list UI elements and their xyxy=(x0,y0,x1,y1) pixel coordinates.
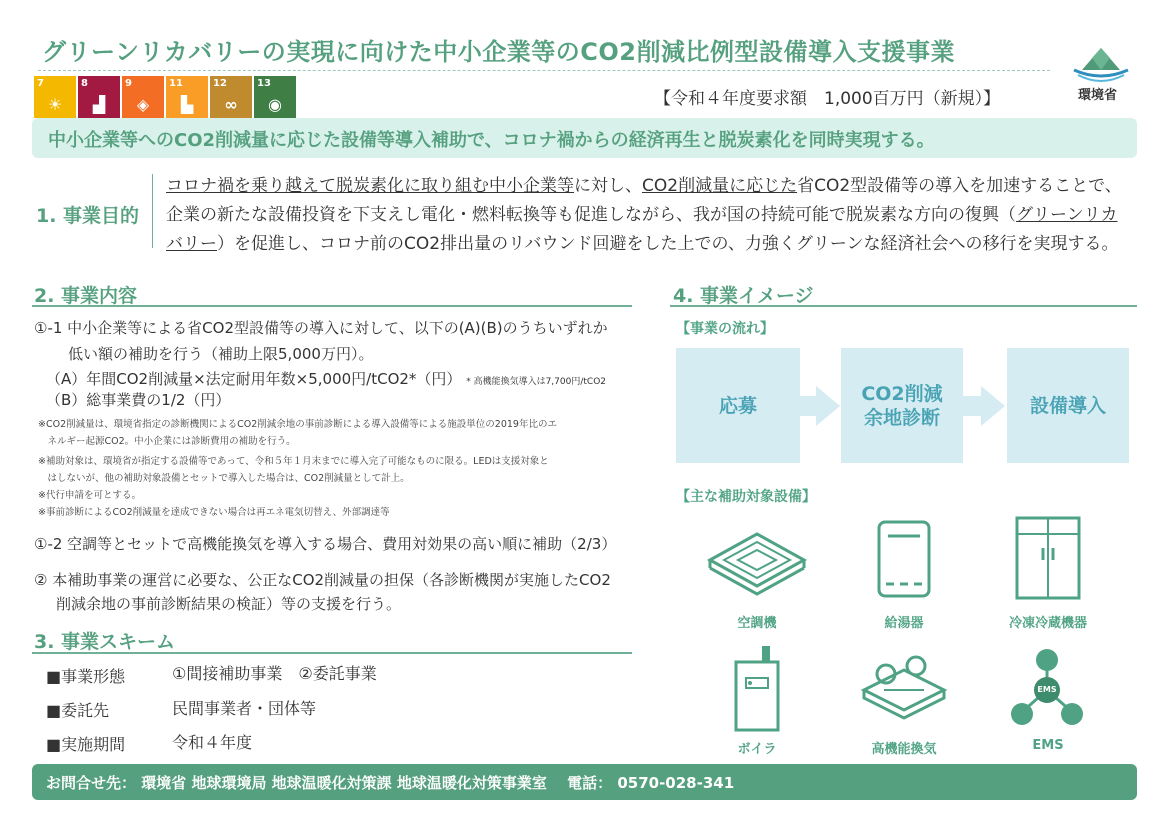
contact-text: お問合せ先： 環境省 地球環境局 地球温暖化対策課 地球温暖化対策事業室 電話： 0570-028-341 xyxy=(46,774,735,792)
ems-center-label: EMS xyxy=(1037,685,1057,694)
item1-2: ①-2 空調等とセットで高機能換気を導入する場合、費用対効果の高い順に補助（2/3） xyxy=(34,535,617,553)
flow-label: 【事業の流れ】 xyxy=(676,321,774,337)
note-4: はしないが、他の補助対象設備とセットで導入した場合は、CO2削減量として計上。 xyxy=(38,473,410,484)
section4-heading: 4. 事業イメージ xyxy=(673,285,814,307)
item-a: （A）年間CO2削減量×法定耐用年数×5,000円/tCO2*（円） * 高機能換気導入は7,700円/tCO2 xyxy=(46,370,607,388)
sdg-goal-7: 7 ☀ xyxy=(34,76,76,118)
flow-arrow-2-icon xyxy=(981,386,1005,426)
air-conditioner-icon xyxy=(702,518,812,598)
note-5: ※代行申請を可とする。 xyxy=(38,490,141,501)
section4-rule xyxy=(670,305,1137,307)
flow-step-apply: 応募 xyxy=(676,348,800,463)
flow-arrow-2-stem xyxy=(963,396,981,416)
flow-arrow-1-icon xyxy=(816,386,840,426)
section2-rule xyxy=(32,305,632,307)
growth-chart-icon: ▟ xyxy=(92,95,106,114)
ventilation-icon xyxy=(858,652,950,726)
equipment-name-refrigerator: 冷凍冷蔵機器 xyxy=(1008,616,1087,631)
sdg-goal-8: 8 ▟ xyxy=(78,76,120,118)
item1-line1: ①-1 中小企業等による省CO2型設備等の導入に対して、以下の(A)(B)のうちいずれか xyxy=(34,319,608,337)
equipment-name-boiler: ボイラ xyxy=(737,742,777,757)
equipment-name-ventilation: 高機能換気 xyxy=(871,742,937,757)
equipment-name-water-heater: 給湯器 xyxy=(884,616,924,631)
sdg-icons xyxy=(34,76,296,118)
item1-line2: 低い額の補助を行う（補助上限5,000万円）。 xyxy=(68,345,374,363)
item2-line1: ② 本補助事業の運営に必要な、公正なCO2削減量の担保（各診断機関が実施したCO2 xyxy=(34,571,611,589)
sdg-goal-9: 9 ◈ xyxy=(122,76,164,118)
scheme-value-contractor: 民間事業者・団体等 xyxy=(172,699,317,718)
note-3: ※補助対象は、環境省が指定する設備等であって、令和５年１月末までに導入完了可能なものに限る。LEDは支援対象と xyxy=(38,456,549,467)
equipment-name-ems: EMS xyxy=(1032,738,1064,753)
equipment-name-aircon: 空調機 xyxy=(737,616,777,631)
item2-line2: 削減余地の事前診断結果の検証）等の支援を行う。 xyxy=(56,595,402,613)
equipment-label: 【主な補助対象設備】 xyxy=(676,489,816,505)
flow-step-install: 設備導入 xyxy=(1007,348,1129,463)
scheme-value-period: 令和４年度 xyxy=(172,733,253,752)
sun-icon: ☀ xyxy=(47,95,63,114)
title-divider xyxy=(38,70,1050,71)
scheme-key-type: ■事業形態 xyxy=(46,667,126,686)
section1-body: コロナ禍を乗り越えて脱炭素化に取り組む中小企業等に対し、CO2削減量に応じた省CO2型設備等の導入を加速することで、企業の新たな設備投資を下支えし電化・燃料転換等も促進しながら、我が国の持続可能で脱炭素な方向の復興（グリーンリカバリー）を促進し、コロナ前のCO2排出量のリバウンド回避をした上での、力強くグリーンな経済社会への移行を実現する。 xyxy=(166,176,1122,254)
budget-request: 【令和４年度要求額 1,000百万円（新規）】 xyxy=(654,89,1001,109)
blocks-icon: ◈ xyxy=(136,95,150,114)
refrigerator-icon xyxy=(1013,514,1083,602)
boiler-icon xyxy=(732,642,782,732)
section1-heading: 1. 事業目的 xyxy=(36,205,140,227)
note-6: ※事前診断によるCO2削減量を達成できない場合は再エネ電気切替え、外部調達等 xyxy=(38,507,390,518)
sdg-goal-12: 12 ∞ xyxy=(210,76,252,118)
note-1: ※CO2削減量は、環境省指定の診断機関によるCO2削減余地の事前診断による導入設備等による施設単位の2019年比のエ xyxy=(38,419,557,430)
eye-globe-icon: ◉ xyxy=(268,95,282,114)
section3-heading: 3. 事業スキーム xyxy=(34,631,176,653)
scheme-key-period: ■実施期間 xyxy=(46,735,126,754)
item-b: （B）総事業費の1/2（円） xyxy=(46,391,231,409)
sdg-goal-13: 13 ◉ xyxy=(254,76,296,118)
scheme-value-type: ①間接補助事業 ②委託事業 xyxy=(172,664,377,683)
section3-rule xyxy=(32,652,632,654)
flow-arrow-1-stem xyxy=(800,396,816,416)
ministry-name: 環境省 xyxy=(1078,88,1118,103)
note-2: ネルギー起源CO2。中小企業には診断費用の補助を行う。 xyxy=(38,436,296,447)
scheme-key-contractor: ■委託先 xyxy=(46,701,110,720)
flow-step-diagnosis: CO2削減 余地診断 xyxy=(841,348,963,463)
infinity-icon: ∞ xyxy=(224,95,238,114)
page-title: グリーンリカバリーの実現に向けた中小企業等のCO2削減比例型設備導入支援事業 xyxy=(42,38,955,66)
section2-heading: 2. 事業内容 xyxy=(34,285,138,307)
section1-divider xyxy=(152,174,153,248)
city-icon: ▙ xyxy=(180,95,194,114)
sdg-goal-11: 11 ▙ xyxy=(166,76,208,118)
water-heater-icon xyxy=(874,518,934,600)
summary-text: 中小企業等へのCO2削減量に応じた設備等導入補助で、コロナ禍からの経済再生と脱炭素化を同時実現する。 xyxy=(48,130,935,151)
